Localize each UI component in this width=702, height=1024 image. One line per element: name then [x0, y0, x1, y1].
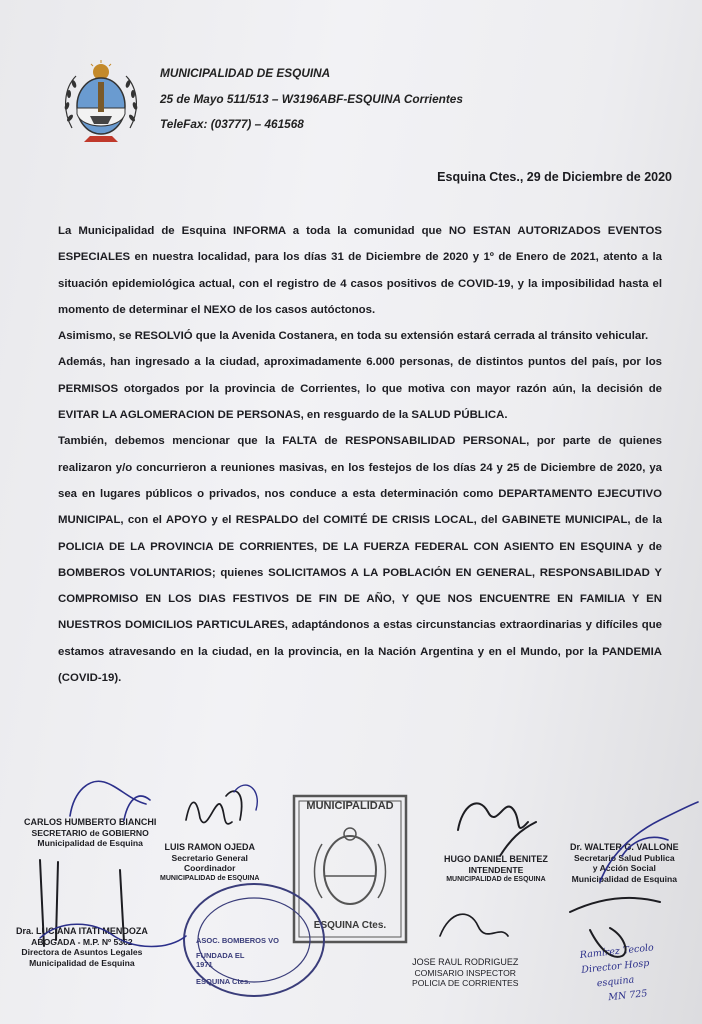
document-date: Esquina Ctes., 29 de Diciembre de 2020	[437, 170, 672, 184]
paragraph-4: También, debemos mencionar que la FALTA de RESPONSABILIDAD PERSONAL, por parte de quienes realizaron y/o concurrieron a reuniones masivas, en los festejos de los días 24 y 25 de Diciembre de 2020, ya sea en lugares públicos o privados, nos conduce a esta determinación como DEPARTAMENTO EJECUTIVO MUNICIPAL, con el APOYO y el RESPALDO del COMITÉ DE CRISIS LOCAL, del GABINETE MUNICIPAL, de la POLICIA DE LA PROVINCIA DE CORRIENTES, DE LA FUERZA FEDERAL CON ASIENTO EN ESQUINA y de BOMBEROS VOLUNTARIOS; quienes SOLICITAMOS A LA POBLACIÓN EN GENERAL, RESPONSABILIDAD Y COMPROMISO EN LOS DIAS FESTIVOS DE FIN DE AÑO, Y QUE NOS ENCUENTRE EN FAMILIA Y EN NUESTROS DOMICILIOS PARTICULARES, adaptándonos a estas circunstancias extraordinarias y difíciles que estamos atravesando en la ciudad, en la provincia, en la Nación Argentina y en el Mundo, por la PANDEMIA (COVID-19).	[58, 435, 662, 685]
signer-name: Dra. LUCIANA ITATI MENDOZA	[16, 926, 148, 936]
signer-role: ABOGADA - M.P. Nº 5362	[31, 936, 133, 947]
signer-name: LUIS RAMON OJEDA	[164, 842, 255, 852]
round-seal-line-3: 1971	[196, 960, 213, 969]
signer-org: MUNICIPALIDAD de ESQUINA	[446, 876, 546, 883]
round-seal-text	[196, 936, 279, 986]
signer-role: COMISARIO INSPECTOR	[414, 967, 517, 978]
handwritten-note	[579, 940, 659, 1007]
stamp-top-label: MUNICIPALIDAD	[306, 800, 394, 812]
round-seal-line-1: ASOC. BOMBEROS VO	[196, 936, 279, 945]
signer-role: INTENDENTE	[468, 864, 524, 875]
signer-name: Dr. WALTER G. VALLONE	[570, 842, 679, 852]
header-phone: TeleFax: (03777) – 461568	[160, 117, 304, 131]
signer-org: MUNICIPALIDAD de ESQUINA	[160, 874, 260, 882]
municipal-crest-logo	[60, 58, 142, 144]
signer-role: Secretario Salud Publica	[573, 852, 675, 863]
handnote-line-2: Director Hosp	[580, 957, 650, 976]
signer-name: CARLOS HUMBERTO BIANCHI	[24, 817, 157, 827]
signer-org: Municipalidad de Esquina	[37, 838, 143, 848]
paragraph-2: Asimismo, se RESOLVIÓ que la Avenida Costanera, en toda su extensión estará cerrada al tránsito vehicular.	[58, 330, 649, 343]
announcement-body	[58, 218, 662, 691]
signature-block-vallone	[570, 842, 679, 884]
signer-name: HUGO DANIEL BENITEZ	[444, 854, 548, 864]
signer-role-2: Coordinador	[183, 863, 236, 873]
signature-block-benitez	[444, 854, 548, 886]
signature-block-ojeda	[160, 842, 259, 884]
paragraph-1: La Municipalidad de Esquina INFORMA a toda la comunidad que NO ESTAN AUTORIZADOS EVENTOS ESPECIALES en nuestra localidad, para los días 31 de Diciembre de 2020 y 1º de Enero de 2021, atento a la situación epidemiológica actual, con el registro de 4 casos positivos de COVID-19, y la imposibilidad hasta el momento de determinar el NEXO de los casos autóctonos.	[58, 225, 662, 316]
signer-org: Municipalidad de Esquina	[571, 873, 678, 884]
signature-block-mendoza	[16, 926, 148, 968]
handnote-line-1: Ramírez Tecolo	[579, 942, 655, 961]
signature-block-bianchi	[24, 817, 156, 849]
header-address: 25 de Mayo 511/513 – W3196ABF-ESQUINA Corrientes	[160, 92, 463, 106]
signer-name: JOSE RAUL RODRIGUEZ	[412, 957, 519, 967]
signer-org: POLICIA DE CORRIENTES	[412, 978, 519, 988]
stamp-bottom-label: ESQUINA Ctes.	[313, 920, 387, 931]
paragraph-3: Además, han ingresado a la ciudad, aproximadamente 6.000 personas, de distintos puntos del país, por los PERMISOS otorgados por la provincia de Corrientes, lo que motiva con mayor razón aún, la decisión de EVITAR LA AGLOMERACION DE PERSONAS, en resguardo de la SALUD PÚBLICA.	[58, 356, 662, 422]
header-org-name: MUNICIPALIDAD DE ESQUINA	[160, 66, 331, 80]
signer-role-2: y Acción Social	[592, 863, 656, 873]
round-seal-line-2: FUNDADA EL	[196, 951, 245, 960]
signature-block-rodriguez	[412, 957, 519, 989]
signer-role: Secretario General	[171, 852, 248, 863]
handnote-line-3: esquina	[596, 974, 635, 990]
signer-org: Municipalidad de Esquina	[29, 957, 135, 968]
handnote-line-4: MN 725	[607, 988, 648, 1004]
signer-role-2: Directora de Asuntos Legales	[21, 947, 143, 957]
signer-role: SECRETARIO de GOBIERNO	[31, 827, 149, 838]
round-seal-line-4: ESQUINA Ctes.	[196, 977, 251, 986]
